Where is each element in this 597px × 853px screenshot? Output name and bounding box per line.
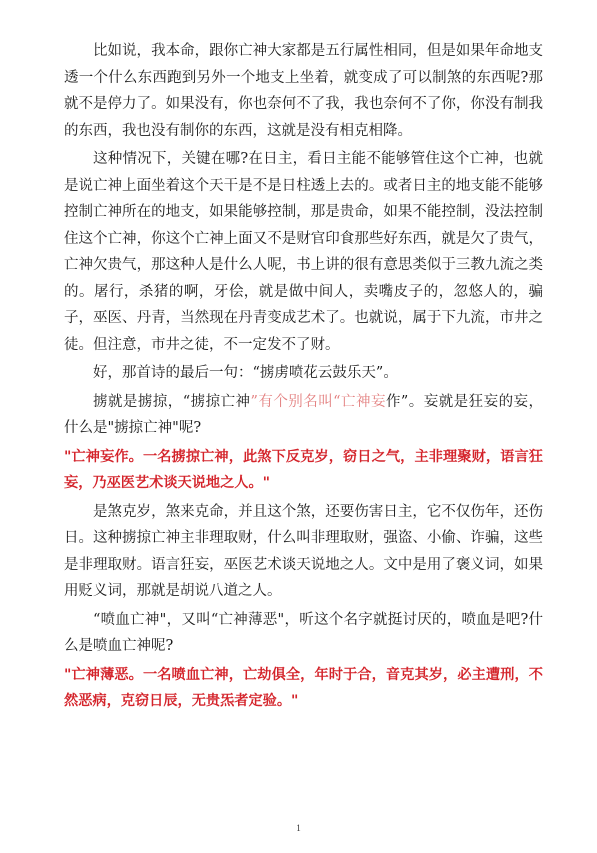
paragraph-3: 好，那首诗的最后一句：“掳虏喷花云鼓乐天”。 [93, 365, 398, 381]
quote-1: "亡神妄作。一名掳掠亡神，此煞下反克岁，窃日之气，主非理聚财，语言狂妄，乃巫医艺术谈天说地之人。" [64, 448, 543, 491]
paragraph-4-text-end: 作”。妄就是狂妄的妄，什么是"掳掠亡神"呢? [64, 393, 543, 436]
paragraph-1: 比如说，我本命，跟你亡神大家都是五行属性相同，但是如果年命地支透一个什么东西跑到另外一个地支上坐着，就变成了可以制煞的东西呢?那就不是停力了。如果没有，你也奈何不了我，我也奈何不了你，你没有制我的东西，我也没有制你的东西，这就是没有相克相降。 [64, 43, 543, 139]
paragraph-6: “喷血亡神"，又叫“亡神薄恶"，听这个名字就挺讨厌的，喷血是吧?什么是喷血亡神呢? [64, 611, 543, 654]
quote-2: "亡神薄恶。一名喷血亡神，亡劫俱全，年时于合，音克其岁，必主遭刑，不然恶病，克窃日辰，无贵炁者定验。" [64, 666, 543, 709]
paragraph-4 [64, 389, 543, 442]
page-number: 1 [296, 823, 301, 833]
paragraph-5: 是煞克岁，煞来克命，并且这个煞，还要伤害日主，它不仅伤年，还伤日。这种掳掠亡神主非理取财，什么叫非理取财，强盗、小偷、诈骗，这些是非理取财。语言狂妄，巫医艺术谈天说地之人。文中是用了褒义词，如果用贬义词，那就是胡说八道之人。 [64, 503, 543, 599]
paragraph-4-text: 掳就是掳掠，“掳掠亡神 [93, 393, 251, 410]
watermark-text: ”有个别名叫“亡神妄 [250, 393, 386, 410]
paragraph-2: 这种情况下，关键在哪?在日主，看日主能不能够管住这个亡神，也就是说亡神上面坐着这个天干是不是日柱透上去的。或者日主的地支能不能够控制亡神所在的地支，如果能够控制，那是贵命，如果不能控制，没法控制住这个亡神，你这个亡神上面又不是财官印食那些好东西，就是欠了贵气，亡神欠贵气，那这种人是什么人呢，书上讲的很有意思类似于三教九流之类的。屠行，杀猪的啊，牙侩，就是做中间人，卖嘴皮子的，忽悠人的，骗子，巫医、丹青，当然现在丹青变成艺术了。也就说，属于下九流，市井之徒。但注意，市井之徒，不一定发不了财。 [64, 151, 543, 353]
